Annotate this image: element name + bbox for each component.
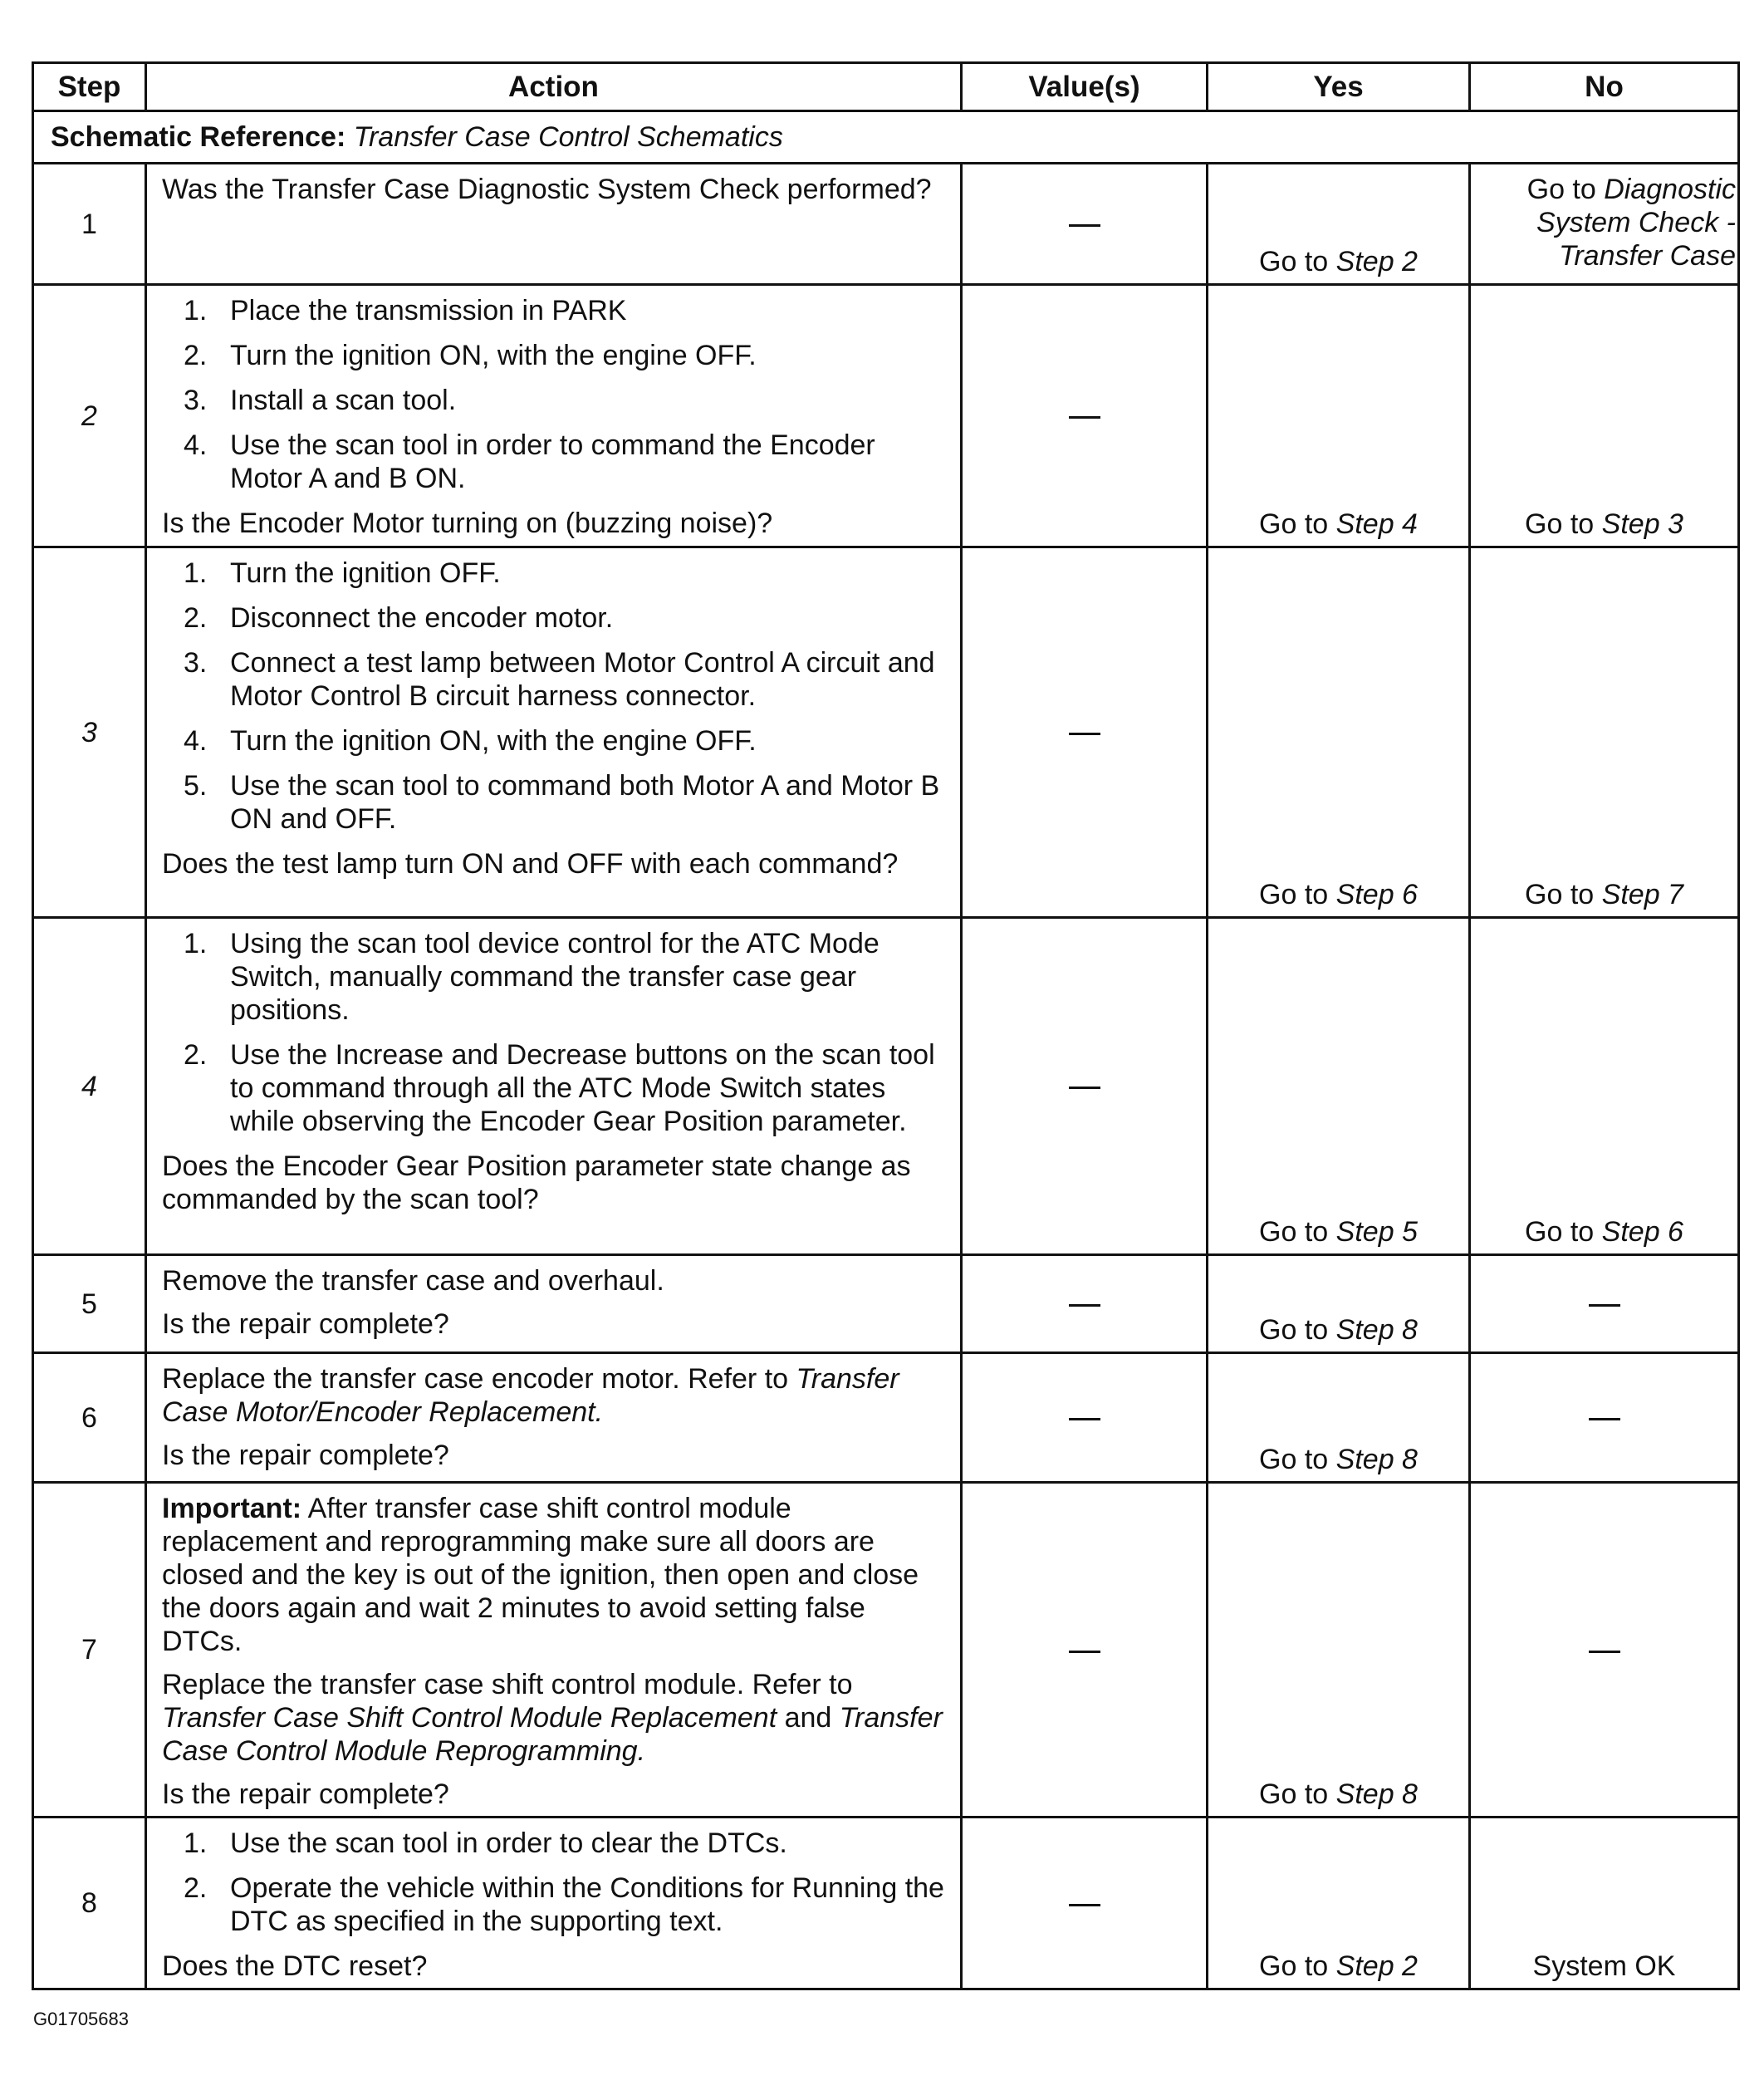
table-row-step-6 [33,1353,1739,1483]
action-cell [146,285,962,547]
list-item: 4. Use the scan tool in order to command the Encoder Motor A and B ON. [184,429,875,494]
list-item-text: Operate the vehicle within the Conditions for Running the DTC as specified in the supporting text. [230,1872,944,1937]
list-item: 4. Turn the ignition ON, with the engine OFF. [184,725,757,757]
no-prefix: Go to [1525,879,1595,910]
yes-cell [1208,285,1470,547]
list-item: 1. Turn the ignition OFF. [184,557,501,589]
yes-cell [1208,1353,1470,1483]
action-question: Does the test lamp turn ON and OFF with each command? [162,848,899,880]
yes-cell [1208,1818,1470,1989]
no-cell [1470,164,1739,285]
list-item-text: Install a scan tool. [230,385,457,416]
dash [1069,733,1100,735]
no-link[interactable]: Step 6 [1601,1216,1683,1248]
no-prefix: Go to [1525,508,1595,540]
value-cell [962,1255,1208,1353]
schematic-label: Schematic Reference: [51,121,346,153]
list-item: 3. Install a scan tool. [184,385,457,416]
step-number: 2 [33,285,146,547]
dash [1069,224,1100,227]
step-number: 8 [33,1818,146,1989]
yes-prefix: Go to [1259,1216,1329,1248]
yes-link[interactable]: Step 6 [1335,879,1418,910]
yes-prefix: Go to [1259,1778,1329,1810]
list-item: 1. Place the transmission in PARK [184,295,627,326]
list-item: 1. Using the scan tool device control for the ATC Mode Switch, manually command the transfer case gear positions. [184,928,880,1026]
no-cell [1470,1255,1739,1353]
action-list [162,557,945,836]
no-cell [1470,1483,1739,1818]
action-cell [146,1818,962,1989]
no-prefix: Go to [1525,1216,1595,1248]
list-item-text: Turn the ignition OFF. [230,557,501,589]
no-cell [1470,1818,1739,1989]
reference-link[interactable]: Transfer Case Motor/Encoder Replacement [162,1363,899,1428]
list-item-text: Use the Increase and Decrease buttons on the scan tool to command through all the ATC Mode Switch states while observing the Encoder Gear Position parameter. [230,1039,935,1137]
table-row-step-3 [33,547,1739,918]
table-row-step-4 [33,918,1739,1255]
value-cell [962,1353,1208,1483]
yes-cell [1208,1483,1470,1818]
action-cell [146,1255,962,1353]
dash [1589,1418,1620,1420]
value-cell [962,918,1208,1255]
action-list [162,927,945,1138]
yes-link[interactable]: Step 8 [1335,1778,1418,1810]
list-item: 5. Use the scan tool to command both Motor A and Motor B ON and OFF. [184,770,940,835]
yes-cell [1208,164,1470,285]
schematic-row [33,111,1739,164]
step-number: 1 [33,164,146,285]
no-result: System OK [1532,1950,1676,1982]
dash [1069,1651,1100,1653]
no-link[interactable]: Step 7 [1601,879,1683,910]
table-row-step-2 [33,285,1739,547]
list-item: 2. Turn the ignition ON, with the engine OFF. [184,340,757,371]
yes-link[interactable]: Step 8 [1335,1314,1418,1346]
dash [1069,1418,1100,1420]
important-label: Important: [162,1493,302,1524]
step-number: 5 [33,1255,146,1353]
yes-prefix: Go to [1259,1950,1329,1982]
no-prefix: Go to [1526,174,1596,205]
dash [1069,1304,1100,1307]
header-action: Action [146,63,962,111]
conjunction: and [784,1702,832,1734]
action-cell [146,1483,962,1818]
action-text [162,1362,945,1429]
action-cell [146,164,962,285]
value-cell [962,164,1208,285]
step-number: 4 [33,918,146,1255]
table-row-step-5 [33,1255,1739,1353]
action-question: Is the repair complete? [162,1778,449,1810]
list-item: 2. Disconnect the encoder motor. [184,602,614,634]
yes-prefix: Go to [1259,1444,1329,1475]
yes-link[interactable]: Step 8 [1335,1444,1418,1475]
action-question: Is the repair complete? [162,1308,449,1340]
yes-prefix: Go to [1259,246,1329,277]
list-item-text: Turn the ignition ON, with the engine OFF. [230,725,757,757]
action-cell [146,918,962,1255]
important-note [162,1492,945,1658]
reference-end: . [595,1396,604,1428]
no-link[interactable]: Step 3 [1601,508,1683,540]
dash [1589,1304,1620,1307]
dash [1069,1904,1100,1906]
yes-prefix: Go to [1259,508,1329,540]
yes-prefix: Go to [1259,879,1329,910]
important-text: After transfer case shift control module replacement and reprogramming make sure all doors are closed and the key is out of the ignition, then open and close the doors again and wait 2 minutes to avoid setting false DTCs. [162,1493,919,1657]
value-cell [962,285,1208,547]
list-item: 1. Use the scan tool in order to clear the DTCs. [184,1827,787,1859]
header-no: No [1470,63,1739,111]
table-row-step-7 [33,1483,1739,1818]
diagnostic-table [32,61,1740,1990]
value-cell [962,547,1208,918]
step-number: 7 [33,1483,146,1818]
list-item-text: Use the scan tool in order to command the Encoder Motor A and B ON. [230,429,875,494]
value-cell [962,1818,1208,1989]
list-item-text: Place the transmission in PARK [230,295,627,326]
step-number: 3 [33,547,146,918]
header-step: Step [33,63,146,111]
list-item-text: Using the scan tool device control for the ATC Mode Switch, manually command the transfer case gear positions. [230,928,880,1026]
no-cell [1470,1353,1739,1483]
yes-link[interactable]: Step 2 [1335,1950,1418,1982]
yes-link[interactable]: Step 4 [1335,508,1418,540]
yes-link[interactable]: Step 5 [1335,1216,1418,1248]
action-cell [146,547,962,918]
yes-cell [1208,547,1470,918]
no-cell [1470,285,1739,547]
header-row [33,63,1739,111]
yes-prefix: Go to [1259,1314,1329,1346]
step-number: 6 [33,1353,146,1483]
list-item: 3. Connect a test lamp between Motor Control A circuit and Motor Control B circuit harness connector. [184,647,935,712]
dash [1069,1087,1100,1089]
action-question: Does the Encoder Gear Position parameter state change as commanded by the scan tool? [162,1150,911,1215]
reference-link[interactable]: Transfer Case Control Module Reprogramming [162,1702,943,1767]
header-values: Value(s) [962,63,1208,111]
action-question: Was the Transfer Case Diagnostic System Check performed? [162,174,932,205]
action-question: Is the repair complete? [162,1440,449,1471]
yes-cell [1208,918,1470,1255]
list-item-text: Use the scan tool in order to clear the DTCs. [230,1827,787,1859]
no-link[interactable]: Diagnostic System Check - Transfer Case [1536,174,1736,272]
action-list [162,294,945,495]
reference-end: . [637,1735,646,1767]
list-item-text: Disconnect the encoder motor. [230,602,614,634]
list-item-text: Use the scan tool to command both Motor A and Motor B ON and OFF. [230,770,940,835]
list-item: 2. Use the Increase and Decrease buttons on the scan tool to command through all the ATC Mode Switch states while observing the Encoder Gear Position parameter. [184,1039,935,1137]
reference-link[interactable]: Transfer Case Shift Control Module Replacement [162,1702,777,1734]
list-item-text: Connect a test lamp between Motor Control A circuit and Motor Control B circuit harness connector. [230,647,935,712]
header-yes: Yes [1208,63,1470,111]
value-cell [962,1483,1208,1818]
schematic-reference [33,111,1739,164]
action-cell [146,1353,962,1483]
action-text-main: Replace the transfer case encoder motor. Refer to [162,1363,789,1395]
list-item: 2. Operate the vehicle within the Conditions for Running the DTC as specified in the supporting text. [184,1872,944,1937]
action-text: Remove the transfer case and overhaul. [162,1265,664,1297]
figure-id: G01705683 [33,2009,129,2029]
action-question: Is the Encoder Motor turning on (buzzing noise)? [162,508,773,539]
no-cell [1470,918,1739,1255]
dash [1589,1651,1620,1653]
action-question: Does the DTC reset? [162,1950,428,1982]
table-row-step-1 [33,164,1739,285]
schematic-link[interactable]: Transfer Case Control Schematics [353,121,783,153]
action-list [162,1827,945,1938]
yes-link[interactable]: Step 2 [1335,246,1418,277]
yes-cell [1208,1255,1470,1353]
no-cell [1470,547,1739,918]
action-text [162,1668,945,1768]
list-item-text: Turn the ignition ON, with the engine OFF. [230,340,757,371]
table-row-step-8 [33,1818,1739,1989]
dash [1069,416,1100,419]
action-text-main: Replace the transfer case shift control module. Refer to [162,1669,853,1700]
